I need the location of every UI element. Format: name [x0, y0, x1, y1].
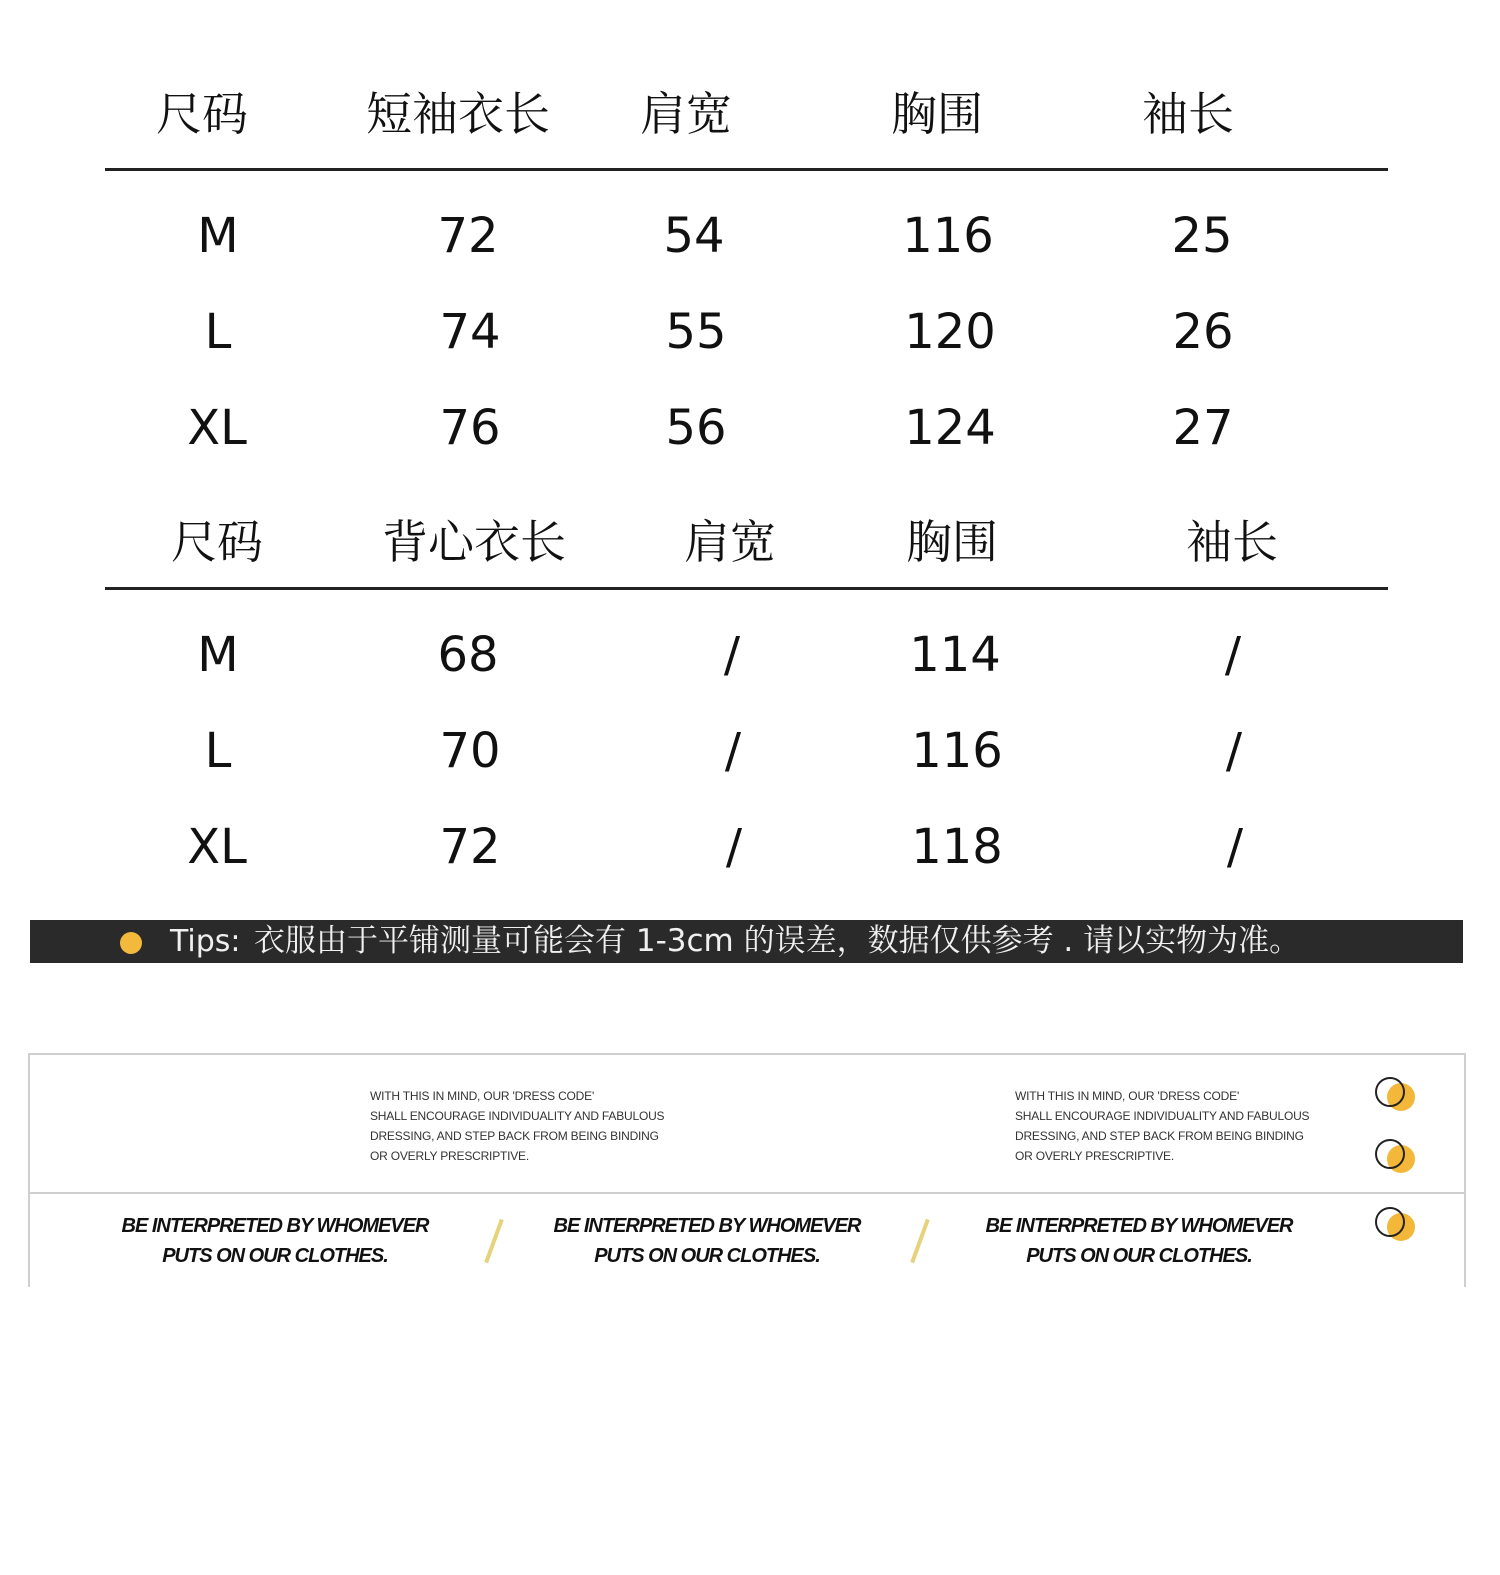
header-divider [105, 168, 1388, 171]
tips-text: 衣服由于平铺测量可能会有 1-3cm 的误差，数据仅供参考 . 请以实物为准。 [254, 923, 1301, 959]
cell-sleeve: / [1224, 627, 1242, 683]
slogan-line: BE INTERPRETED BY WHOMEVER [553, 1215, 861, 1237]
slogan [542, 1211, 872, 1271]
header-chest: 胸围 [906, 515, 998, 569]
cell-shoulder: 56 [665, 400, 727, 456]
header-shoulder: 肩宽 [684, 515, 776, 569]
cell-sleeve: / [1226, 819, 1244, 875]
slogan-line: PUTS ON OUR CLOTHES. [594, 1245, 820, 1267]
cell-size: XL [187, 400, 247, 456]
cell-chest: 116 [902, 208, 994, 264]
cell-chest: 120 [904, 304, 996, 360]
paragraph-line: WITH THIS IN MIND, OUR 'DRESS CODE' [370, 1089, 595, 1103]
paragraph-line: WITH THIS IN MIND, OUR 'DRESS CODE' [1015, 1089, 1240, 1103]
cell-chest: 124 [904, 400, 996, 456]
cell-length: 76 [439, 400, 501, 456]
header-chest: 胸围 [891, 87, 983, 141]
header-sleeve: 袖长 [1142, 87, 1234, 141]
paragraph-line: SHALL ENCOURAGE INDIVIDUALITY AND FABULOUS [370, 1109, 665, 1123]
cell-length: 72 [437, 208, 499, 264]
cell-size: M [197, 627, 239, 683]
cell-chest: 116 [911, 723, 1003, 779]
cell-shoulder: 54 [663, 208, 725, 264]
header-size: 尺码 [156, 87, 248, 141]
cell-length: 74 [439, 304, 501, 360]
cell-size: XL [187, 819, 247, 875]
cell-size: L [204, 304, 232, 360]
cell-shoulder: / [724, 723, 742, 779]
slogan [110, 1211, 440, 1271]
header-sleeve: 袖长 [1186, 515, 1278, 569]
cell-size: M [197, 208, 239, 264]
slogan-line: BE INTERPRETED BY WHOMEVER [121, 1215, 429, 1237]
ring-dot-icon [1375, 1139, 1425, 1175]
paragraph-line: DRESSING, AND STEP BACK FROM BEING BINDING [1015, 1129, 1304, 1143]
slogan [974, 1211, 1304, 1271]
cell-sleeve: / [1225, 723, 1243, 779]
cell-sleeve: 25 [1171, 208, 1233, 264]
paragraph-line: OR OVERLY PRESCRIPTIVE. [1015, 1149, 1174, 1163]
slogan-line: BE INTERPRETED BY WHOMEVER [985, 1215, 1293, 1237]
slogan-line: PUTS ON OUR CLOTHES. [1026, 1245, 1252, 1267]
header-divider [105, 587, 1388, 590]
paragraph-line: DRESSING, AND STEP BACK FROM BEING BINDING [370, 1129, 659, 1143]
cell-sleeve: 27 [1172, 400, 1234, 456]
banner-divider [30, 1192, 1465, 1194]
paragraph-line: SHALL ENCOURAGE INDIVIDUALITY AND FABULOUS [1015, 1109, 1310, 1123]
header-length: 短袖衣长 [366, 87, 550, 141]
ring-dot-icon [1375, 1207, 1425, 1243]
cell-length: 72 [439, 819, 501, 875]
header-shoulder: 肩宽 [640, 87, 732, 141]
header-size: 尺码 [171, 515, 263, 569]
banner-paragraph-left [370, 1086, 664, 1166]
banner-paragraph-right [1015, 1086, 1309, 1166]
cell-size: L [204, 723, 232, 779]
cell-length: 70 [439, 723, 501, 779]
cell-length: 68 [437, 627, 499, 683]
cell-shoulder: / [725, 819, 743, 875]
tips-label: Tips: [170, 924, 241, 959]
bullet-dot-icon [120, 932, 142, 954]
slogan-line: PUTS ON OUR CLOTHES. [162, 1245, 388, 1267]
ring-dot-icon [1375, 1077, 1425, 1113]
header-length: 背心衣长 [382, 515, 566, 569]
cell-chest: 118 [911, 819, 1003, 875]
cell-shoulder: / [723, 627, 741, 683]
cell-sleeve: 26 [1172, 304, 1234, 360]
cell-chest: 114 [909, 627, 1001, 683]
cell-shoulder: 55 [665, 304, 727, 360]
paragraph-line: OR OVERLY PRESCRIPTIVE. [370, 1149, 529, 1163]
